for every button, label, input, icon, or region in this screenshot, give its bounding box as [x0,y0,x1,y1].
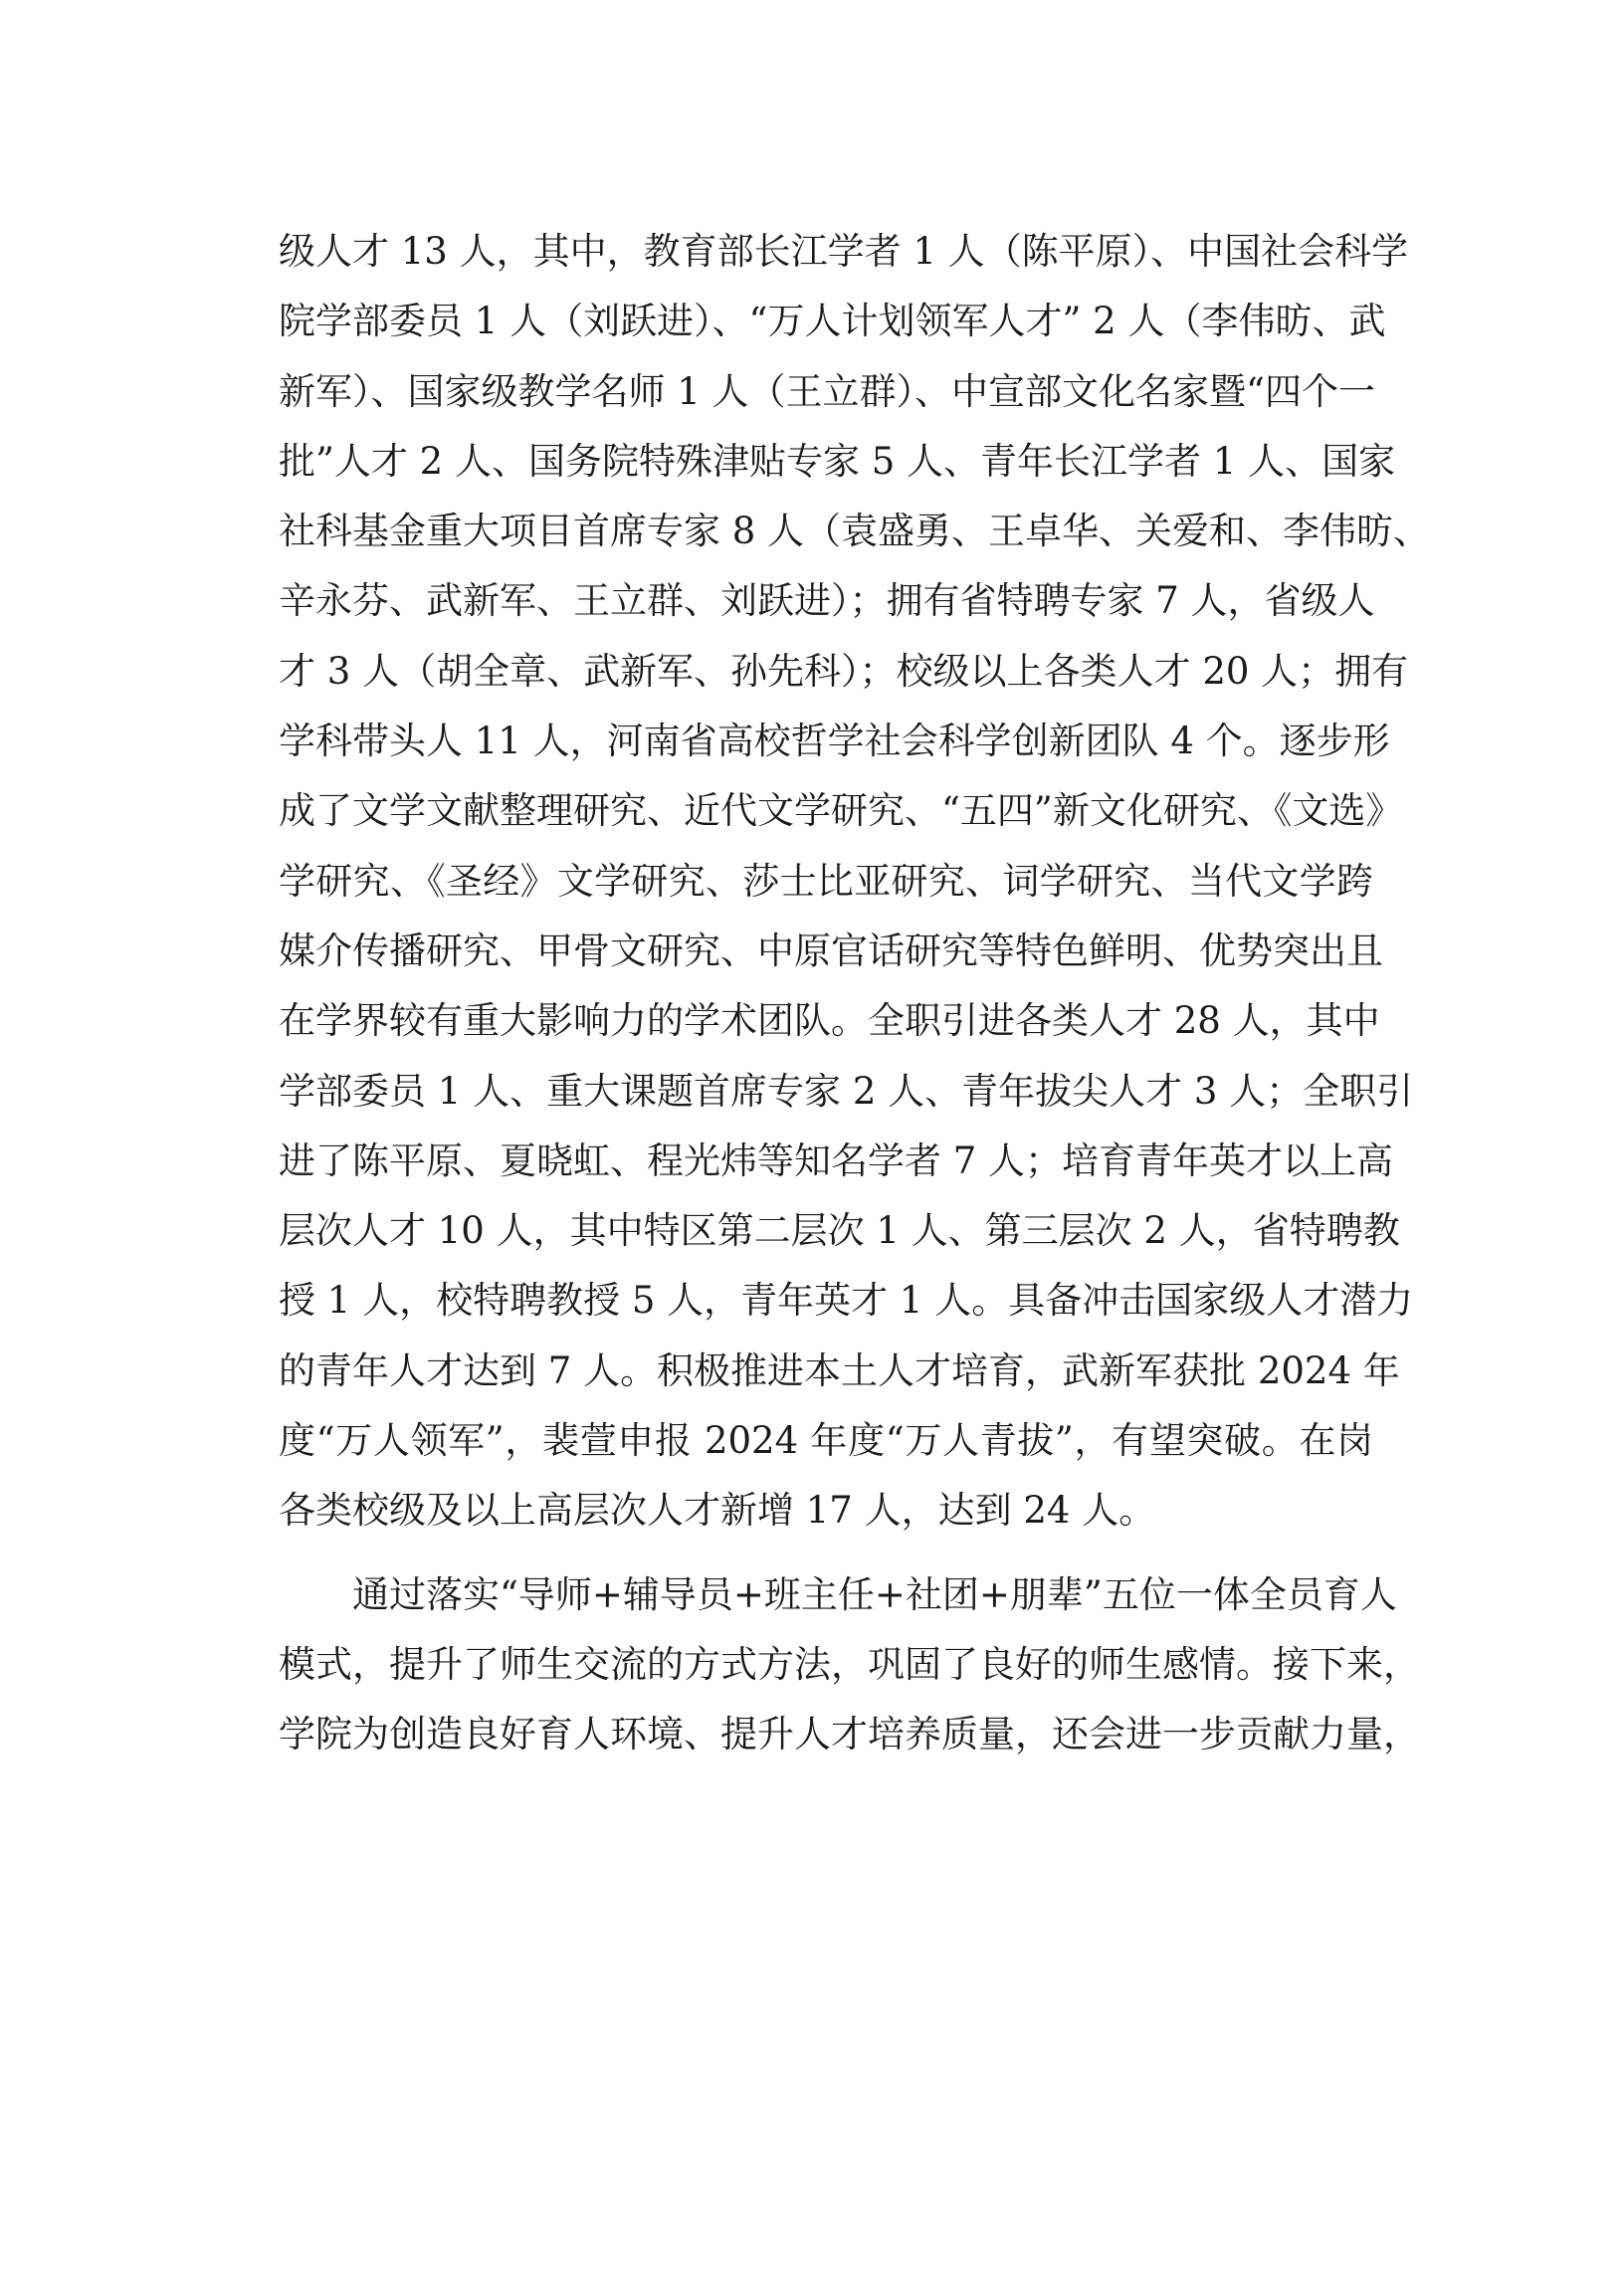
text-line: 的青年人才达到 7 人。积极推进本土人才培育，武新军获批 2024 年 [279,1348,1400,1392]
text-line: 学研究、《圣经》文学研究、莎士比亚研究、词学研究、当代文学跨 [279,859,1373,903]
text-line: 度“万人领军”，裴萱申报 2024 年度“万人青拔”，有望突破。在岗 [279,1419,1373,1463]
document-body [279,217,1431,1770]
text-line: 学部委员 1 人、重大课题首席专家 2 人、青年拔尖人才 3 人；全职引 [279,1069,1414,1113]
text-line: 级人才 13 人，其中，教育部长江学者 1 人（陈平原）、中国社会科学 [279,230,1409,273]
text-line: 新军）、国家级教学名师 1 人（王立群）、中宣部文化名家暨“四个一 [279,369,1375,413]
text-line: 批”人才 2 人、国务院特殊津贴专家 5 人、青年长江学者 1 人、国家 [279,439,1396,483]
text-line: 学院为创造良好育人环境、提升人才培养质量，还会进一步贡献力量， [279,1713,1420,1757]
text-line: 社科基金重大项目首席专家 8 人（袁盛勇、王卓华、关爱和、李伟昉、 [279,510,1431,553]
text-line: 模式，提升了师生交流的方式方法，巩固了良好的师生感情。接下来， [279,1642,1420,1686]
text-line: 成了文学文献整理研究、近代文学研究、“五四”新文化研究、《文选》 [279,789,1403,833]
text-line: 辛永芬、武新军、王立群、刘跃进）；拥有省特聘专家 7 人，省级人 [279,579,1375,623]
text-line: 进了陈平原、夏晓虹、程光炜等知名学者 7 人；培育青年英才以上高 [279,1138,1394,1182]
text-line: 才 3 人（胡全章、武新军、孙先科）；校级以上各类人才 20 人；拥有 [279,649,1409,693]
text-line: 授 1 人，校特聘教授 5 人，青年英才 1 人。具备冲击国家级人才潜力 [279,1279,1414,1323]
text-line: 媒介传播研究、甲骨文研究、中原官话研究等特色鲜明、优势突出且 [279,929,1383,972]
text-line: 学科带头人 11 人，河南省高校哲学社会科学创新团队 4 个。逐步形 [279,720,1390,763]
text-line: 各类校级及以上高层次人才新增 17 人，达到 24 人。 [279,1489,1156,1533]
text-line: 院学部委员 1 人（刘跃进）、“万人计划领军人才” 2 人（李伟昉、武 [279,300,1386,343]
text-line: 在学界较有重大影响力的学术团队。全职引进各类人才 28 人，其中 [279,999,1380,1043]
text-line: 通过落实“导师+辅导员+班主任+社团+朋辈”五位一体全员育人 [352,1572,1397,1616]
text-line: 层次人才 10 人，其中特区第二层次 1 人、第三层次 2 人，省特聘教 [279,1209,1400,1253]
paragraph-education-model [279,1560,1420,1770]
paragraph-talent-summary [279,217,1431,1547]
